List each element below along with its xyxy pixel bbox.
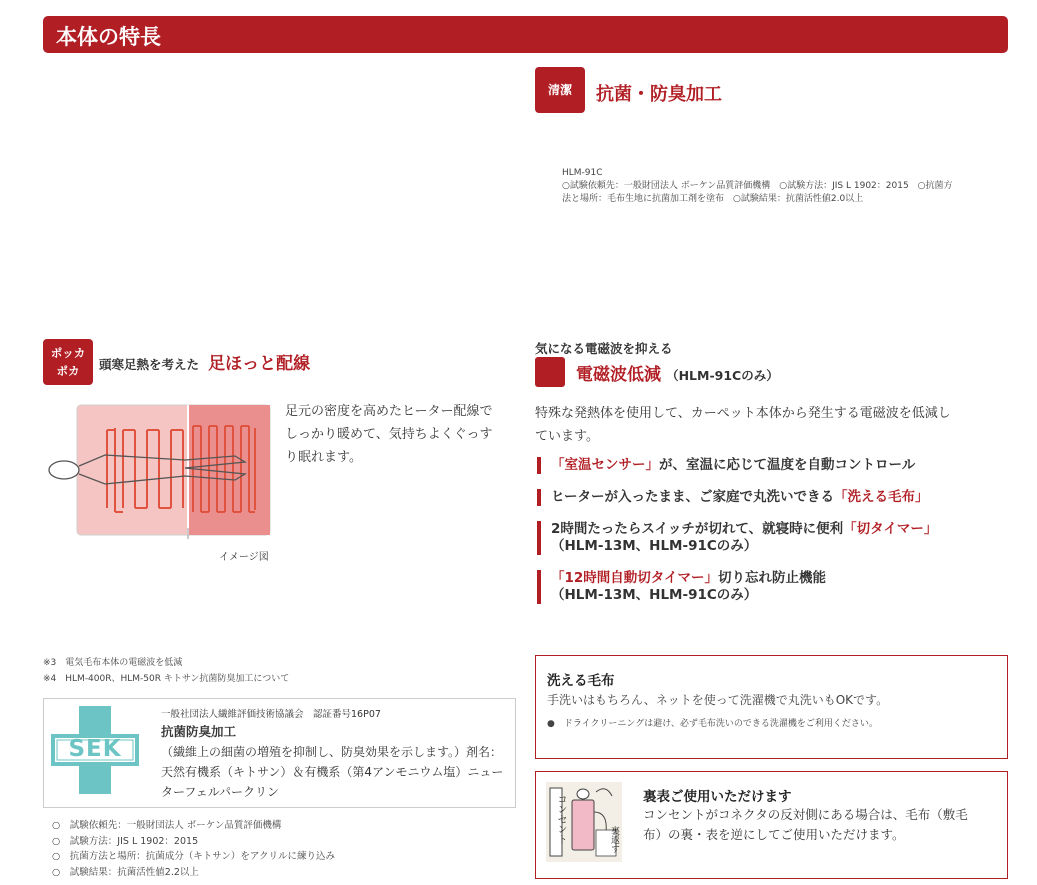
- test-item: ○ 抗菌方法と場所：抗菌成分（キトサン）をアクリルに練り込み: [52, 851, 336, 862]
- note-line: ○試験依頼先：一般財団法人 ボーケン品質評価機構 ○試験方法：JIS L 1902：2015 ○抗菌方: [562, 181, 953, 191]
- reversible-title: 裏表ご使用いただけます: [643, 789, 792, 805]
- washable-title: 洗える毛布: [547, 673, 615, 689]
- flip-label: 裏返す: [609, 826, 619, 853]
- antibacterial-note: [562, 167, 1012, 206]
- feature-item: 2時間たったらスイッチが切れて、就寝時に便利「切タイマー」 （HLM-13M、HLM-91Cのみ）: [537, 521, 937, 555]
- wiring-heading: [99, 349, 310, 374]
- emf-badge: [535, 357, 565, 387]
- section-title: 本体の特長: [56, 25, 161, 49]
- feature-item: 「12時間自動切タイマー」切り忘れ防止機能 （HLM-13M、HLM-91Cのみ）: [537, 570, 826, 604]
- test-item: ○ 試験結果：抗菌活性値2.2以上: [52, 866, 199, 878]
- sek-certification-box: [43, 698, 516, 808]
- wiring-caption: イメージ図: [219, 552, 269, 563]
- test-item: ○ 試験方法：JIS L 1902：2015: [52, 835, 199, 847]
- emf-description: 特殊な発熱体を使用して、カーペット本体から発生する電磁波を低減し ています。: [535, 406, 951, 444]
- test-item: ○ 試験依頼先：一般財団法人 ボーケン品質評価機構: [52, 820, 282, 831]
- wiring-title: 足ほっと配線: [208, 354, 311, 374]
- test-list: [52, 818, 335, 880]
- washable-box: [535, 655, 1008, 759]
- person-head: [49, 461, 79, 479]
- sek-description: （繊維上の細菌の増殖を抑制し、防臭効果を示します。）剤名： 天然有機系（キトサン）＆有機系（第4アンモニウム塩）ニュー ターフェルパークリン: [161, 745, 504, 799]
- emf-lead: 気になる電磁波を抑える: [535, 341, 673, 356]
- wiring-diagram: [45, 400, 275, 540]
- note-model: HLM-91C: [562, 168, 603, 178]
- feature-item: 「室温センサー」が、室温に応じて温度を自動コントロール: [537, 457, 915, 474]
- wiring-lead: 頭寒足熱を考えた: [99, 357, 200, 372]
- sek-council: 一般社団法人繊維評価技術協議会 認証番号16P07: [161, 709, 381, 720]
- antibacterial-title: 抗菌・防臭加工: [596, 84, 722, 105]
- reversible-description: コンセントがコネクタの反対側にある場合は、毛布（敷毛 布）の裏・表を逆にしてご使用いただけます。: [643, 807, 968, 842]
- blanket-shape: [572, 800, 594, 850]
- sek-title: 抗菌防臭加工: [161, 724, 237, 739]
- section-banner: [43, 16, 1008, 53]
- reversible-box: [535, 771, 1008, 879]
- emf-heading: [576, 360, 779, 385]
- emf-title-suffix: （HLM-91Cのみ）: [666, 368, 779, 383]
- footnote-3: ※3 電気毛布本体の電磁波を低減: [43, 658, 183, 668]
- emf-title: 電磁波低減: [576, 365, 661, 385]
- clean-badge: 清潔: [535, 67, 585, 113]
- note-line: 法と場所：毛布生地に抗菌加工剤を塗布 ○試験結果：抗菌活性値2.0以上: [562, 194, 864, 204]
- feature-item: ヒーターが入ったまま、ご家庭で丸洗いできる「洗える毛布」: [537, 489, 928, 506]
- outlet-label: コンセント: [555, 794, 566, 844]
- sek-logo-text: SEK: [68, 736, 122, 762]
- footnote-4: ※4 HLM-400R、HLM-50R キトサン抗菌防臭加工について: [43, 674, 290, 684]
- footnotes: [43, 655, 289, 687]
- wiring-description: 足元の密度を高めたヒーター配線で しっかり暖めて、気持ちよくぐっす り眠れます。: [285, 404, 493, 465]
- washable-description: 手洗いはもちろん、ネットを使って洗濯機で丸洗いもOKです。: [547, 693, 889, 707]
- pokapoka-badge: ポッカ ポカ: [43, 339, 93, 385]
- washable-note: ● ドライクリーニングは避け、必ず毛布洗いのできる洗濯機をご利用ください。: [547, 719, 878, 729]
